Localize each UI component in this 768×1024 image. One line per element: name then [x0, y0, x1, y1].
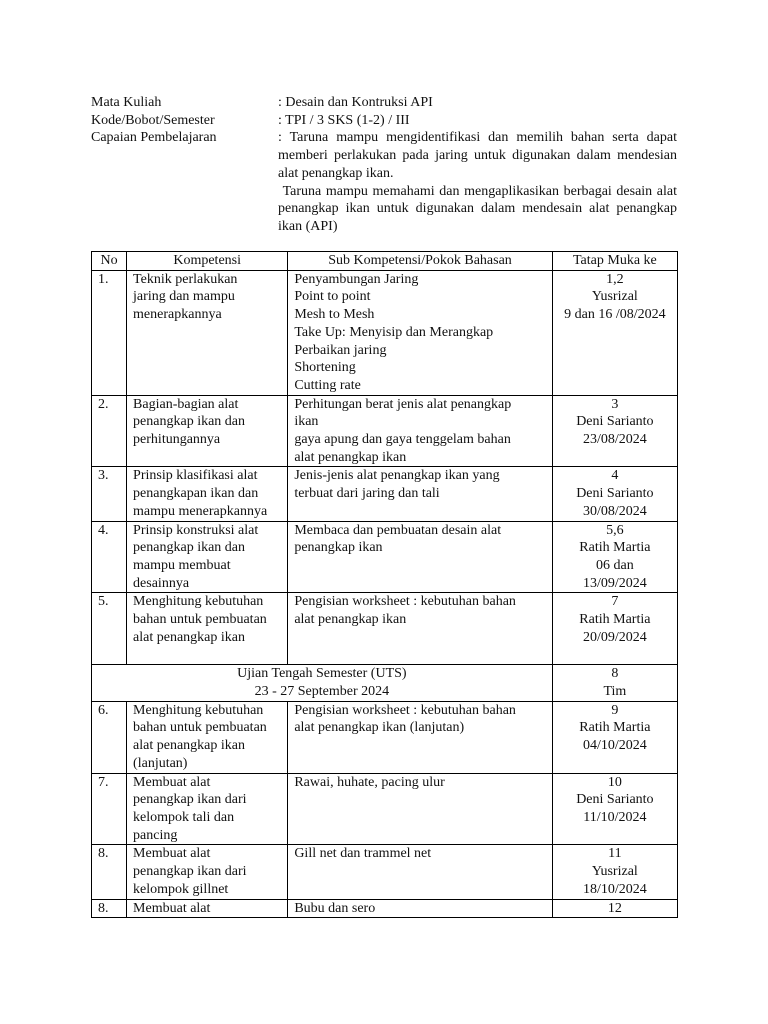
cell-line: Pengisian worksheet : kebutuhan bahan: [294, 702, 516, 718]
cell-line: penangkap ikan dari: [133, 792, 247, 808]
cell-line: 18/10/2024: [582, 881, 647, 897]
cell-line: 4: [611, 468, 619, 484]
cell-line: 3: [611, 396, 619, 412]
cell-kompetensi: [127, 395, 288, 467]
schedule-table: [91, 251, 678, 918]
cell-sub-kompetensi: [288, 845, 552, 899]
cell-kompetensi: [127, 773, 288, 845]
cell-line: Prinsip konstruksi alat: [133, 522, 259, 538]
cell-line: perhitungannya: [133, 432, 221, 448]
table-row: [92, 593, 678, 665]
cell-tatap-muka: [552, 467, 677, 521]
cell-tatap-muka: [552, 593, 677, 665]
header-label: Mata Kuliah: [91, 95, 162, 110]
header-value: : TPI / 3 SKS (1-2) / III: [278, 112, 410, 128]
cell-line: 1,2: [606, 271, 624, 287]
cell-line: 9 dan 16 /08/2024: [564, 307, 666, 323]
cell-line: Deni Sarianto: [576, 486, 654, 502]
cell-line: Rawai, huhate, pacing ulur: [294, 774, 445, 790]
cell-line: Ratih Martia: [579, 612, 651, 628]
cell-line: Prinsip klasifikasi alat: [133, 468, 258, 484]
cell-line: Yusrizal: [591, 289, 638, 305]
cell-line: Point to point: [294, 289, 371, 305]
cell-tatap-muka: [552, 899, 677, 918]
cell-line: 11: [608, 846, 622, 862]
cell-line: Cutting rate: [294, 377, 361, 393]
cell-line: desainnya: [133, 575, 190, 591]
cell-sub-kompetensi: [288, 467, 552, 521]
cell-line: Ujian Tengah Semester (UTS): [237, 666, 407, 682]
course-header: [91, 94, 677, 236]
cell-line: alat penangkap ikan: [133, 738, 245, 754]
cell-sub-kompetensi: [288, 521, 552, 593]
cell-line: 30/08/2024: [582, 503, 647, 519]
cell-tatap-muka: [552, 521, 677, 593]
cell-kompetensi: [127, 270, 288, 395]
cell-line: Menghitung kebutuhan: [133, 594, 264, 610]
cell-line: Ratih Martia: [579, 720, 651, 736]
table-row: [92, 845, 678, 899]
cell-tatap-muka: [552, 395, 677, 467]
cell-line: bahan untuk pembuatan: [133, 720, 267, 736]
cell-kompetensi: [127, 593, 288, 665]
cell-line: mampu menerapkannya: [133, 503, 268, 519]
cell-line: 10: [607, 774, 622, 790]
header-row-capaian: [91, 129, 677, 235]
cell-line: Shortening: [294, 360, 356, 376]
cell-line: 8: [611, 666, 619, 682]
table-row: [92, 270, 678, 395]
cell-sub-kompetensi: [288, 395, 552, 467]
cell-no: 8.: [92, 899, 127, 918]
cell-line: Perbaikan jaring: [294, 342, 387, 358]
cell-line: 20/09/2024: [582, 629, 647, 645]
cell-line: 04/10/2024: [582, 738, 647, 754]
capaian-text: [278, 129, 677, 235]
cell-sub-kompetensi: [288, 773, 552, 845]
cell-line: alat penangkap ikan (lanjutan): [294, 720, 465, 736]
cell-no: 3.: [92, 467, 127, 521]
cell-line: 11/10/2024: [583, 809, 647, 825]
cell-line: 7: [611, 594, 619, 610]
cell-kompetensi: [127, 899, 288, 918]
cell-no: 4.: [92, 521, 127, 593]
cell-line: 9: [611, 702, 619, 718]
column-header-kompetensi: Kompetensi: [127, 252, 288, 271]
cell-line: alat penangkap ikan: [294, 449, 407, 465]
cell-line: Yusrizal: [591, 864, 638, 880]
table-row: [92, 395, 678, 467]
cell-line: 23 - 27 September 2024: [254, 684, 390, 700]
header-row-mata-kuliah: [91, 94, 677, 112]
cell-line: 12: [607, 900, 622, 916]
cell-line: Mesh to Mesh: [294, 307, 375, 323]
header-value: : Desain dan Kontruksi API: [278, 95, 433, 110]
cell-line: jaring dan mampu: [133, 289, 235, 305]
uts-label: [92, 665, 553, 701]
cell-kompetensi: [127, 701, 288, 773]
cell-kompetensi: [127, 521, 288, 593]
cell-tatap-muka: [552, 270, 677, 395]
cell-line: alat penangkap ikan: [294, 612, 407, 628]
cell-line: pancing: [133, 827, 178, 843]
cell-line: Tim: [603, 684, 627, 700]
cell-line: Teknik perlakukan: [133, 271, 238, 287]
cell-line: Pengisian worksheet : kebutuhan bahan: [294, 594, 516, 610]
header-label: Kode/Bobot/Semester: [91, 112, 215, 128]
capaian-paragraph-2: Taruna mampu memahami dan mengaplikasikan berbagai desain alat penangkap ikan untuk digunakan dalam mendesain alat penangkap ikan (API): [278, 183, 677, 234]
cell-line: 06 dan: [596, 557, 634, 573]
table-row: [92, 773, 678, 845]
cell-line: Membaca dan pembuatan desain alat: [294, 522, 502, 538]
header-label: Capaian Pembelajaran: [91, 130, 217, 146]
cell-line: 5,6: [606, 522, 624, 538]
header-row-kode: [91, 112, 677, 130]
cell-line: Bubu dan sero: [294, 900, 376, 916]
cell-line: kelompok gillnet: [133, 881, 229, 897]
cell-line: Penyambungan Jaring: [294, 271, 419, 287]
cell-line: Gill net dan trammel net: [294, 846, 432, 862]
table-header-row: [92, 252, 678, 271]
cell-line: gaya apung dan gaya tenggelam bahan: [294, 432, 511, 448]
table-row: [92, 521, 678, 593]
cell-tatap-muka: [552, 701, 677, 773]
cell-line: Deni Sarianto: [576, 792, 654, 808]
cell-line: Perhitungan berat jenis alat penangkap: [294, 396, 512, 412]
cell-sub-kompetensi: [288, 701, 552, 773]
cell-line: Membuat alat: [133, 846, 211, 862]
column-header-tatap-muka: Tatap Muka ke: [552, 252, 677, 271]
cell-tatap-muka: [552, 773, 677, 845]
cell-line: ikan: [294, 414, 319, 430]
cell-line: penangkap ikan dan: [133, 540, 246, 556]
table-row: [92, 899, 678, 918]
cell-line: 23/08/2024: [582, 432, 647, 448]
column-header-sub-kompetensi: Sub Kompetensi/Pokok Bahasan: [288, 252, 552, 271]
cell-no: 8.: [92, 845, 127, 899]
cell-line: penangkap ikan: [294, 540, 383, 556]
cell-kompetensi: [127, 467, 288, 521]
cell-line: Membuat alat: [133, 774, 211, 790]
cell-line: bahan untuk pembuatan: [133, 612, 267, 628]
uts-tatap-muka: [552, 665, 677, 701]
cell-sub-kompetensi: [288, 899, 552, 918]
cell-line: kelompok tali dan: [133, 809, 235, 825]
cell-line: (lanjutan): [133, 755, 188, 771]
cell-line: Deni Sarianto: [576, 414, 654, 430]
cell-line: alat penangkap ikan: [133, 629, 245, 645]
cell-line: Membuat alat: [133, 900, 211, 916]
cell-line: Bagian-bagian alat: [133, 396, 239, 412]
cell-sub-kompetensi: [288, 270, 552, 395]
cell-line: Menghitung kebutuhan: [133, 702, 264, 718]
cell-no: 5.: [92, 593, 127, 665]
cell-line: penangkapan ikan dan: [133, 486, 259, 502]
cell-line: Take Up: Menyisip dan Merangkap: [294, 324, 494, 340]
cell-kompetensi: [127, 845, 288, 899]
column-header-no: No: [92, 252, 127, 271]
cell-no: 6.: [92, 701, 127, 773]
cell-line: 13/09/2024: [582, 575, 647, 591]
cell-line: menerapkannya: [133, 307, 222, 323]
uts-row: [92, 665, 678, 701]
cell-line: penangkap ikan dan: [133, 414, 246, 430]
cell-sub-kompetensi: [288, 593, 552, 665]
table-row: [92, 701, 678, 773]
cell-line: Jenis-jenis alat penangkap ikan yang: [294, 468, 500, 484]
cell-no: 7.: [92, 773, 127, 845]
capaian-paragraph-1: : Taruna mampu mengidentifikasi dan memilih bahan serta dapat memberi perlakukan pada jaring untuk digunakan dalam mendesian alat penangkap ikan.: [278, 130, 677, 181]
cell-line: penangkap ikan dari: [133, 864, 247, 880]
table-row: [92, 467, 678, 521]
cell-tatap-muka: [552, 845, 677, 899]
cell-no: 2.: [92, 395, 127, 467]
cell-line: terbuat dari jaring dan tali: [294, 486, 440, 502]
cell-line: Ratih Martia: [579, 540, 651, 556]
cell-line: mampu membuat: [133, 557, 231, 573]
cell-no: 1.: [92, 270, 127, 395]
